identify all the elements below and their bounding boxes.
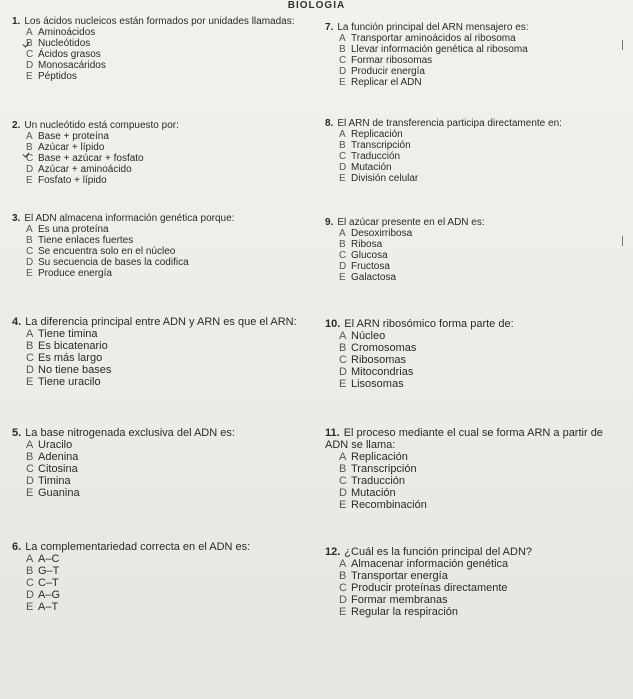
- answer-option: [325, 239, 625, 250]
- answer-option: [325, 55, 625, 66]
- option-text: Ribosa: [351, 239, 383, 250]
- question-4: [12, 316, 317, 388]
- answer-option: [12, 364, 317, 376]
- option-letter: D: [26, 257, 34, 268]
- question-text: Los ácidos nucleicos están formados por unidades llamadas:: [24, 16, 295, 27]
- question-number: 3.: [12, 213, 21, 224]
- question-stem: [12, 541, 317, 553]
- option-text: Almacenar información genética: [351, 558, 509, 570]
- question-12: [325, 546, 625, 618]
- answer-option: [325, 140, 625, 151]
- option-letter: C: [26, 153, 34, 164]
- answer-option: [12, 131, 317, 142]
- option-letter: E: [26, 601, 34, 613]
- option-text: Glucosa: [351, 250, 388, 261]
- question-number: 8.: [325, 118, 334, 129]
- option-letter: A: [339, 33, 346, 44]
- answer-option: [12, 577, 317, 589]
- answer-option: [325, 487, 625, 499]
- option-letter: D: [26, 364, 34, 376]
- answer-option: [325, 354, 625, 366]
- option-letter: B: [339, 239, 346, 250]
- option-text: Lisosomas: [351, 378, 404, 390]
- answer-option: [325, 261, 625, 272]
- option-letter: C: [339, 582, 347, 594]
- option-letter: E: [339, 499, 347, 511]
- answer-option: [12, 60, 317, 71]
- answer-option: [325, 228, 625, 239]
- answer-option: [325, 594, 625, 606]
- question-stem: [325, 217, 625, 228]
- option-text: Transportar aminoácidos al ribosoma: [351, 33, 516, 44]
- option-letter: A: [339, 129, 346, 140]
- answer-option: [12, 487, 317, 499]
- option-letter: A: [26, 27, 33, 38]
- option-text: Es una proteína: [38, 224, 109, 235]
- answer-option: [325, 342, 625, 354]
- option-letter: B: [26, 235, 33, 246]
- option-text: G–T: [38, 565, 60, 577]
- option-letter: B: [339, 570, 347, 582]
- option-text: Azúcar + aminoácido: [38, 164, 132, 175]
- option-text: Produce energía: [38, 268, 112, 279]
- option-letter: C: [339, 250, 347, 261]
- option-text: Llevar información genética al ribosoma: [351, 44, 528, 55]
- option-letter: E: [26, 487, 34, 499]
- question-number: 1.: [12, 16, 21, 27]
- option-letter: B: [339, 342, 347, 354]
- check-mark-icon: [24, 39, 32, 47]
- option-letter: B: [26, 38, 33, 49]
- option-letter: C: [26, 49, 34, 60]
- answer-option: [12, 268, 317, 279]
- option-text: Es más largo: [38, 352, 103, 364]
- option-text: Galactosa: [351, 272, 397, 283]
- option-text: Azúcar + lípido: [38, 142, 105, 153]
- option-text: No tiene bases: [38, 364, 112, 376]
- question-8: [325, 118, 625, 184]
- option-text: Traducción: [351, 151, 401, 162]
- question-6: [12, 541, 317, 613]
- question-number: 5.: [12, 427, 22, 439]
- answer-option: [12, 153, 317, 164]
- answer-option: [325, 151, 625, 162]
- option-text: Transcripción: [351, 140, 411, 151]
- answer-option: [325, 378, 625, 390]
- question-stem: [325, 546, 625, 558]
- answer-option: [325, 451, 625, 463]
- option-text: Adenina: [38, 451, 79, 463]
- option-letter: D: [339, 487, 347, 499]
- edge-mark: [622, 236, 623, 246]
- option-letter: D: [339, 66, 347, 77]
- option-letter: E: [339, 272, 346, 283]
- question-text: La diferencia principal entre ADN y ARN es que el ARN:: [25, 316, 297, 328]
- option-letter: D: [26, 589, 34, 601]
- option-text: Ribosomas: [351, 354, 407, 366]
- answer-option: [12, 451, 317, 463]
- answer-option: [12, 565, 317, 577]
- question-stem: [325, 427, 625, 451]
- question-text: La base nitrogenada exclusiva del ADN es:: [25, 427, 235, 439]
- option-text: Tiene uracilo: [38, 376, 101, 388]
- option-text: Formar ribosomas: [351, 55, 433, 66]
- question-number: 12.: [325, 546, 341, 558]
- option-text: Guanina: [38, 487, 80, 499]
- option-letter: B: [26, 340, 34, 352]
- option-text: Base + azúcar + fosfato: [38, 153, 144, 164]
- option-letter: C: [339, 354, 347, 366]
- answer-option: [325, 77, 625, 88]
- answer-option: [325, 606, 625, 618]
- question-number: 2.: [12, 120, 21, 131]
- answer-option: [12, 376, 317, 388]
- question-text: El ARN de transferencia participa directamente en:: [337, 118, 562, 129]
- option-text: C–T: [38, 577, 59, 589]
- option-text: Monosacáridos: [38, 60, 106, 71]
- option-text: Se encuentra solo en el núcleo: [38, 246, 176, 257]
- option-text: Fosfato + lípido: [38, 175, 107, 186]
- option-letter: D: [26, 60, 34, 71]
- option-text: Su secuencia de bases la codifica: [38, 257, 189, 268]
- answer-option: [325, 570, 625, 582]
- answer-option: [12, 553, 317, 565]
- question-number: 4.: [12, 316, 22, 328]
- option-letter: B: [339, 463, 347, 475]
- option-letter: E: [339, 378, 347, 390]
- option-letter: C: [339, 151, 347, 162]
- answer-option: [12, 246, 317, 257]
- option-letter: C: [339, 55, 347, 66]
- option-letter: E: [339, 77, 346, 88]
- answer-option: [12, 352, 317, 364]
- option-text: Transcripción: [351, 463, 417, 475]
- question-2: [12, 120, 317, 186]
- question-text: El azúcar presente en el ADN es:: [337, 217, 485, 228]
- answer-option: [12, 224, 317, 235]
- answer-option: [325, 129, 625, 140]
- option-text: Péptidos: [38, 71, 77, 82]
- question-number: 11.: [325, 427, 340, 439]
- option-text: Es bicatenario: [38, 340, 108, 352]
- question-stem: [325, 118, 625, 129]
- option-text: Nucleótidos: [38, 38, 91, 49]
- answer-option: [12, 475, 317, 487]
- answer-option: [12, 175, 317, 186]
- option-text: Replicación: [351, 129, 403, 140]
- option-text: A–G: [38, 589, 61, 601]
- answer-option: [12, 463, 317, 475]
- answer-option: [325, 173, 625, 184]
- question-number: 10.: [325, 318, 341, 330]
- answer-option: [12, 27, 317, 38]
- question-stem: [12, 316, 317, 328]
- option-letter: E: [339, 606, 347, 618]
- answer-option: [12, 328, 317, 340]
- question-stem: [12, 213, 317, 224]
- option-letter: E: [26, 268, 33, 279]
- option-text: Base + proteína: [38, 131, 109, 142]
- answer-option: [12, 49, 317, 60]
- answer-option: [325, 582, 625, 594]
- option-letter: B: [339, 140, 346, 151]
- question-text: La función principal del ARN mensajero es:: [337, 22, 529, 33]
- answer-option: [12, 164, 317, 175]
- option-letter: B: [26, 565, 34, 577]
- option-letter: C: [26, 352, 34, 364]
- option-text: Ácidos grasos: [38, 49, 101, 60]
- option-letter: A: [26, 328, 34, 340]
- option-text: Traducción: [351, 475, 406, 487]
- question-number: 7.: [325, 22, 334, 33]
- option-text: Uracilo: [38, 439, 73, 451]
- option-text: Desoxirribosa: [351, 228, 413, 239]
- option-letter: A: [339, 451, 347, 463]
- question-text: El ARN ribosómico forma parte de:: [344, 318, 514, 330]
- option-text: Tiene timina: [38, 328, 98, 340]
- option-letter: A: [26, 553, 34, 565]
- answer-option: [12, 601, 317, 613]
- question-5: [12, 427, 317, 499]
- option-text: Citosina: [38, 463, 78, 475]
- option-text: Núcleo: [351, 330, 386, 342]
- answer-option: [325, 162, 625, 173]
- answer-option: [325, 66, 625, 77]
- subject-header: BIOLOGIA: [287, 0, 346, 11]
- option-text: Replicar el ADN: [351, 77, 422, 88]
- option-text: Replicación: [351, 451, 408, 463]
- question-stem: [325, 318, 625, 330]
- question-stem: [12, 427, 317, 439]
- option-letter: C: [339, 475, 347, 487]
- option-letter: A: [26, 439, 34, 451]
- option-letter: D: [339, 366, 347, 378]
- option-letter: A: [339, 228, 346, 239]
- option-text: Formar membranas: [351, 594, 448, 606]
- option-text: Recombinación: [351, 499, 427, 511]
- option-letter: E: [26, 175, 33, 186]
- question-9: [325, 217, 625, 283]
- question-stem: [12, 16, 317, 27]
- option-text: A–T: [38, 601, 59, 613]
- edge-mark: [622, 40, 623, 50]
- option-letter: C: [26, 246, 34, 257]
- option-letter: E: [339, 173, 346, 184]
- question-text: ¿Cuál es la función principal del ADN?: [344, 546, 533, 558]
- answer-option: [325, 475, 625, 487]
- answer-option: [325, 330, 625, 342]
- option-letter: A: [339, 330, 347, 342]
- option-text: A–C: [38, 553, 60, 565]
- option-letter: C: [26, 577, 34, 589]
- option-letter: D: [26, 164, 34, 175]
- answer-option: [325, 33, 625, 44]
- answer-option: [12, 71, 317, 82]
- option-text: Mutación: [351, 487, 396, 499]
- option-text: Transportar energía: [351, 570, 448, 582]
- answer-option: [12, 589, 317, 601]
- option-text: Mitocondrias: [351, 366, 414, 378]
- option-text: Producir energía: [351, 66, 425, 77]
- option-text: Timina: [38, 475, 71, 487]
- option-letter: B: [26, 451, 34, 463]
- option-letter: E: [26, 376, 34, 388]
- question-text: El proceso mediante el cual se forma ARN a partir de ADN se llama:: [325, 427, 603, 451]
- answer-option: [325, 499, 625, 511]
- answer-option: [325, 558, 625, 570]
- question-text: Un nucleótido está compuesto por:: [24, 120, 179, 131]
- option-text: División celular: [351, 173, 419, 184]
- option-letter: D: [339, 162, 347, 173]
- option-letter: A: [26, 131, 33, 142]
- question-1: [12, 16, 317, 82]
- question-stem: [325, 22, 625, 33]
- answer-option: [12, 439, 317, 451]
- option-letter: A: [339, 558, 347, 570]
- answer-option: [325, 272, 625, 283]
- question-stem: [12, 120, 317, 131]
- answer-option: [12, 257, 317, 268]
- question-7: [325, 22, 625, 88]
- option-letter: D: [339, 594, 347, 606]
- answer-option: [325, 463, 625, 475]
- option-letter: A: [26, 224, 33, 235]
- option-text: Tiene enlaces fuertes: [38, 235, 134, 246]
- option-letter: D: [26, 475, 34, 487]
- answer-option: [12, 340, 317, 352]
- answer-option: [12, 142, 317, 153]
- option-text: Mutación: [351, 162, 392, 173]
- option-text: Producir proteínas directamente: [351, 582, 508, 594]
- answer-option: [12, 38, 317, 49]
- question-number: 9.: [325, 217, 334, 228]
- answer-option: [325, 250, 625, 261]
- question-11: [325, 427, 625, 511]
- check-mark-icon: [24, 149, 32, 157]
- option-letter: B: [26, 142, 33, 153]
- option-letter: C: [26, 463, 34, 475]
- answer-option: [325, 366, 625, 378]
- option-text: Aminoácidos: [38, 27, 96, 38]
- option-text: Cromosomas: [351, 342, 417, 354]
- question-text: La complementariedad correcta en el ADN es:: [25, 541, 251, 553]
- question-10: [325, 318, 625, 390]
- option-letter: D: [339, 261, 347, 272]
- question-text: El ADN almacena información genética porque:: [24, 213, 235, 224]
- option-text: Regular la respiración: [351, 606, 458, 618]
- answer-option: [325, 44, 625, 55]
- option-letter: B: [339, 44, 346, 55]
- option-letter: E: [26, 71, 33, 82]
- answer-option: [12, 235, 317, 246]
- question-number: 6.: [12, 541, 22, 553]
- option-text: Fructosa: [351, 261, 390, 272]
- question-3: [12, 213, 317, 279]
